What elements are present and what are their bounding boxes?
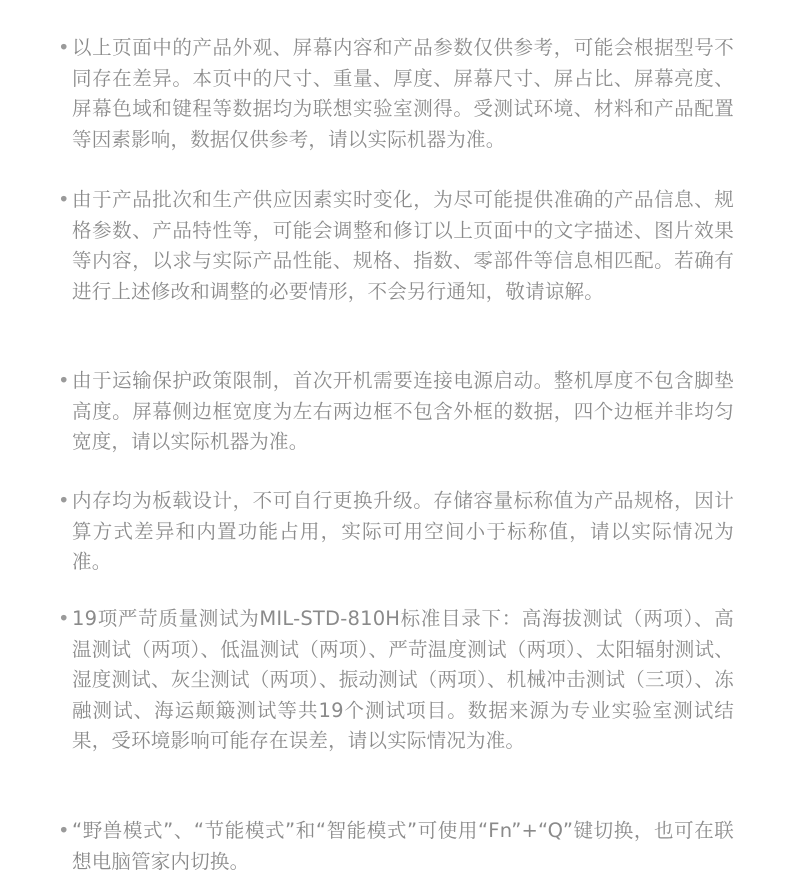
disclaimer-text: 由于产品批次和生产供应因素实时变化，为尽可能提供准确的产品信息、规格参数、产品特性等，可能会调整和修订以上页面中的文字描述、图片效果等内容，以求与实际产品性能、规格、指数、零部件等信息相匹配。若确有进行上述修改和调整的必要情形，不会另行通知，敬请谅解。 — [72, 188, 734, 303]
bullet-icon: • — [58, 36, 70, 59]
bullet-icon: • — [58, 819, 70, 842]
bullet-icon: • — [58, 369, 70, 392]
bullet-icon: • — [58, 489, 70, 512]
disclaimer-item — [58, 816, 734, 877]
disclaimer-text: 以上页面中的产品外观、屏幕内容和产品参数仅供参考，可能会根据型号不同存在差异。本页中的尺寸、重量、厚度、屏幕尺寸、屏占比、屏幕亮度、屏幕色域和键程等数据均为联想实验室测得。受测试环境、材料和产品配置等因素影响，数据仅供参考，请以实际机器为准。 — [72, 36, 734, 151]
bullet-icon: • — [58, 607, 70, 630]
disclaimer-item — [58, 33, 734, 155]
disclaimer-text: 内存均为板载设计，不可自行更换升级。存储容量标称值为产品规格，因计算方式差异和内置功能占用，实际可用空间小于标称值，请以实际情况为准。 — [72, 489, 734, 574]
disclaimer-item — [58, 486, 734, 578]
disclaimer-item — [58, 366, 734, 458]
disclaimer-text: 19项严苛质量测试为MIL-STD-810H标准目录下：高海拔测试（两项）、高温测试（两项）、低温测试（两项）、严苛温度测试（两项）、太阳辐射测试、湿度测试、灰尘测试（两项）、振动测试（两项）、机械冲击测试（三项）、冻融测试、海运颠簸测试等共19个测试项目。数据来源为专业实验室测试结果，受环境影响可能存在误差，请以实际情况为准。 — [72, 607, 734, 753]
disclaimer-text: 由于运输保护政策限制，首次开机需要连接电源启动。整机厚度不包含脚垫高度。屏幕侧边框宽度为左右两边框不包含外框的数据，四个边框并非均匀宽度，请以实际机器为准。 — [72, 369, 734, 454]
disclaimer-item — [58, 604, 734, 757]
bullet-icon: • — [58, 188, 70, 211]
disclaimer-text: “野兽模式”、“节能模式”和“智能模式”可使用“Fn”+“Q”键切换，也可在联想电脑管家内切换。 — [72, 819, 734, 873]
disclaimer-item — [58, 185, 734, 307]
